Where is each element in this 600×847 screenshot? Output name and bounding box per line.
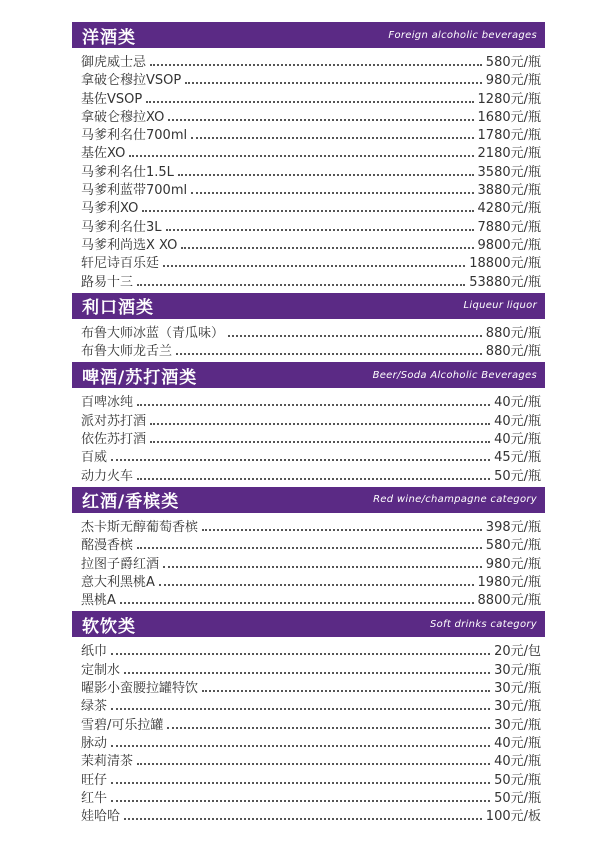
menu-section [72,22,545,293]
dot-leader [168,119,473,121]
dot-leader [137,478,490,480]
section-title: 啤酒/苏打酒类 [82,367,198,388]
item-price: 40元/瓶 [494,754,541,770]
menu-item [81,732,541,750]
item-price: 2180元/瓶 [477,146,541,162]
section-header [72,611,545,637]
item-name: 百啤冰纯 [81,395,134,411]
item-name: 马爹利蓝带700ml [81,183,188,199]
item-list [72,319,545,363]
item-name: 派对苏打酒 [81,413,147,429]
menu-item [81,410,541,428]
dot-leader [111,653,490,655]
dot-leader [137,547,482,549]
section-subtitle: Soft drinks category [429,618,537,630]
section-subtitle: Liqueur liquor [463,300,537,312]
item-name: 马爹利名仕700ml [81,128,188,144]
dot-leader [163,265,465,267]
item-name: 轩尼诗百乐廷 [81,256,160,272]
dot-leader [228,335,482,337]
menu-section [72,611,545,827]
item-price: 40元/瓶 [494,395,541,411]
section-subtitle: Red wine/champagne category [373,494,537,506]
item-price: 1980元/瓶 [477,574,541,590]
dot-leader [176,353,482,355]
menu-item [81,322,541,340]
item-name: 拉图子爵红酒 [81,556,160,572]
menu-item [81,124,541,142]
item-name: 杰卡斯无醇葡萄香槟 [81,519,199,535]
item-price: 40元/瓶 [494,413,541,429]
menu-section [72,362,545,486]
dot-leader [111,745,490,747]
section-header [72,362,545,388]
menu-item [81,234,541,252]
dot-leader [142,210,473,212]
menu-item [81,106,541,124]
item-name: 酩漫香槟 [81,538,134,554]
section-subtitle: Foreign alcoholic beverages [388,29,537,41]
dot-leader [146,101,473,103]
item-price: 3880元/瓶 [477,183,541,199]
menu-item [81,391,541,409]
section-subtitle: Beer/Soda Alcoholic Beverages [372,369,537,381]
item-name: 娃哈哈 [81,809,121,825]
item-name: 黑桃A [81,593,116,609]
dot-leader [166,229,474,231]
menu-item [81,161,541,179]
item-name: 御虎威士忌 [81,55,147,70]
item-price: 580元/瓶 [485,538,541,554]
item-name: 马爹利名仕3L [81,219,162,235]
item-name: 百威 [81,450,108,466]
menu-item [81,216,541,234]
item-price: 1280元/瓶 [477,91,541,107]
item-name: 拿破仑穆拉VSOP [81,73,182,89]
item-price: 45元/瓶 [494,450,541,466]
dot-leader [163,566,482,568]
section-header [72,22,545,48]
item-price: 50元/瓶 [494,772,541,788]
dot-leader [137,763,490,765]
dot-leader [129,155,473,157]
menu-item [81,640,541,658]
item-name: 布鲁大师龙舌兰 [81,344,173,360]
menu-item [81,88,541,106]
section-title: 洋酒类 [82,27,136,48]
item-name: 绿茶 [81,699,108,715]
item-price: 18800元/瓶 [469,256,541,272]
dot-leader [111,782,490,784]
menu-item [81,589,541,607]
item-name: 脉动 [81,735,108,751]
dot-leader [120,602,474,604]
section-header [72,487,545,513]
menu-item [81,553,541,571]
item-price: 4280元/瓶 [477,201,541,217]
item-name: 基佐VSOP [81,91,143,107]
dot-leader [150,64,482,66]
item-name: 依佐苏打酒 [81,432,147,448]
item-price: 3580元/瓶 [477,164,541,180]
item-price: 980元/瓶 [485,556,541,572]
item-name: 动力火车 [81,468,134,484]
item-price: 880元/瓶 [485,344,541,360]
dot-leader [159,584,474,586]
menu-item [81,805,541,823]
item-name: 基佐XO [81,146,126,162]
menu-item [81,787,541,805]
section-title: 软饮类 [82,616,136,637]
item-price: 580元/瓶 [485,55,541,70]
dot-leader [124,818,482,820]
item-price: 40元/瓶 [494,735,541,751]
item-name: 布鲁大师冰蓝（青瓜味） [81,325,225,341]
item-price: 20元/包 [494,644,541,660]
item-name: 马爹利名仕1.5L [81,164,174,180]
item-price: 30元/瓶 [494,662,541,678]
item-price: 7880元/瓶 [477,219,541,235]
item-name: 茉莉清茶 [81,754,134,770]
menu-section [72,487,545,611]
section-title: 利口酒类 [82,298,154,319]
menu-item [81,695,541,713]
menu-item [81,446,541,464]
item-list [72,388,545,486]
section-title: 红酒/香槟类 [82,492,180,513]
dot-leader [191,192,473,194]
item-name: 马爹利XO [81,201,139,217]
item-name: 拿破仑穆拉XO [81,109,165,125]
item-name: 路易十三 [81,274,134,290]
item-price: 980元/瓶 [485,73,541,89]
dot-leader [124,672,490,674]
dot-leader [111,800,490,802]
dot-leader [111,708,490,710]
item-list [72,513,545,611]
dot-leader [178,174,474,176]
dot-leader [150,441,490,443]
dot-leader [181,247,473,249]
item-price: 30元/瓶 [494,699,541,715]
item-price: 50元/瓶 [494,790,541,806]
item-name: 旺仔 [81,772,108,788]
item-price: 1680元/瓶 [477,109,541,125]
item-price: 30元/瓶 [494,681,541,697]
menu-item [81,197,541,215]
menu-item [81,516,541,534]
item-price: 8800元/瓶 [477,593,541,609]
item-name: 定制水 [81,662,121,678]
section-header [72,293,545,319]
item-price: 9800元/瓶 [477,237,541,253]
item-name: 曜影小蛮腰拉罐特饮 [81,681,199,697]
item-price: 100元/板 [485,809,541,825]
item-name: 雪碧/可乐拉罐 [81,717,164,733]
dot-leader [185,82,482,84]
dot-leader [137,404,490,406]
menu-item [81,142,541,160]
menu-item [81,659,541,677]
menu-item [81,750,541,768]
item-list [72,637,545,827]
menu-item [81,769,541,787]
item-price: 398元/瓶 [485,519,541,535]
menu-item [81,51,541,69]
item-list [72,48,545,293]
item-price: 40元/瓶 [494,432,541,448]
dot-leader [202,529,482,531]
item-price: 53880元/瓶 [469,274,541,290]
menu-item [81,534,541,552]
menu-item [81,428,541,446]
menu-item [81,252,541,270]
item-name: 马爹利尚选X XO [81,237,178,253]
dot-leader [191,137,473,139]
item-price: 880元/瓶 [485,325,541,341]
item-name: 纸巾 [81,644,108,660]
item-price: 30元/瓶 [494,717,541,733]
dot-leader [137,284,465,286]
item-name: 红牛 [81,790,108,806]
menu-item [81,271,541,289]
menu-item [81,571,541,589]
item-price: 50元/瓶 [494,468,541,484]
menu-item [81,465,541,483]
menu-item [81,69,541,87]
menu-item [81,714,541,732]
dot-leader [111,459,490,461]
menu-item [81,340,541,358]
dot-leader [202,690,490,692]
menu-item [81,677,541,695]
menu-section [72,293,545,363]
item-price: 1780元/瓶 [477,128,541,144]
dot-leader [150,423,490,425]
menu-item [81,179,541,197]
dot-leader [167,727,490,729]
item-name: 意大利黑桃A [81,574,155,590]
